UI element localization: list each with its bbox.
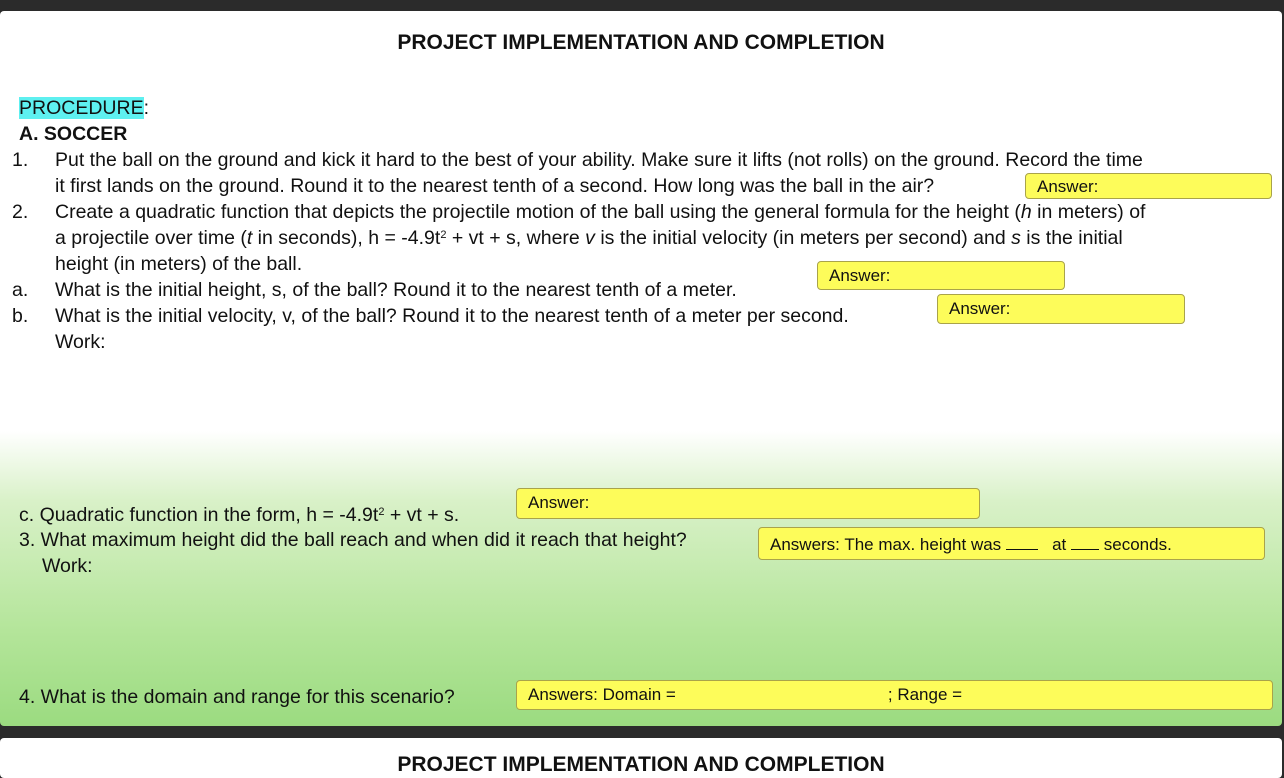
qc-answer-field[interactable]: Answer: <box>516 488 980 519</box>
qb-text: What is the initial velocity, v, of the ball? Round it to the nearest tenth of a meter per second. <box>55 305 849 327</box>
q4-answer-field[interactable]: Answers: Domain = ; Range = <box>516 680 1273 710</box>
q2-text-line1: Create a quadratic function that depicts the projectile motion of the ball using the general formula for the height (h in meters) of <box>55 201 1146 223</box>
procedure-label: PROCEDURE: <box>19 97 150 119</box>
qb-answer-field[interactable]: Answer: <box>937 294 1185 324</box>
page-title: PROJECT IMPLEMENTATION AND COMPLETION <box>397 31 885 54</box>
qa-text: What is the initial height, s, of the ball? Round it to the nearest tenth of a meter. <box>55 279 737 301</box>
q2-text-line2: a projectile over time (t in seconds), $h = -4.9t^2$ + vt + s, where v is the initial velocity (in meters per second) and s is the initial <box>55 227 1123 249</box>
q2-text-line3: height (in meters) of the ball. <box>55 253 303 275</box>
q1-number: 1. <box>12 149 29 171</box>
next-page-title: PROJECT IMPLEMENTATION AND COMPLETION <box>397 753 885 776</box>
section-heading: A. SOCCER <box>19 123 128 145</box>
qc-text: c. Quadratic function in the form, $h = -4.9t^2$ + vt + s. <box>19 504 460 526</box>
qa-number: a. <box>12 279 29 301</box>
qb-number: b. <box>12 305 29 327</box>
worksheet-page <box>0 11 1282 726</box>
qa-answer-field[interactable]: Answer: <box>817 261 1065 290</box>
work-label-2: Work: <box>42 555 93 577</box>
q2-number: 2. <box>12 201 29 223</box>
q1-answer-field[interactable]: Answer: <box>1025 173 1272 199</box>
q1-text-line1: Put the ball on the ground and kick it hard to the best of your ability. Make sure it lifts (not rolls) on the ground. Record the time <box>55 149 1143 171</box>
next-page-preview <box>0 738 1282 778</box>
work-label-1: Work: <box>55 331 106 353</box>
q1-text-line2: it first lands on the ground. Round it to the nearest tenth of a second. How long was the ball in the air? <box>55 175 935 197</box>
q3-text: 3. What maximum height did the ball reach and when did it reach that height? <box>19 529 687 551</box>
q3-answer-field[interactable]: Answers: The max. height was at seconds. <box>758 527 1265 560</box>
q4-text: 4. What is the domain and range for this scenario? <box>19 686 455 708</box>
